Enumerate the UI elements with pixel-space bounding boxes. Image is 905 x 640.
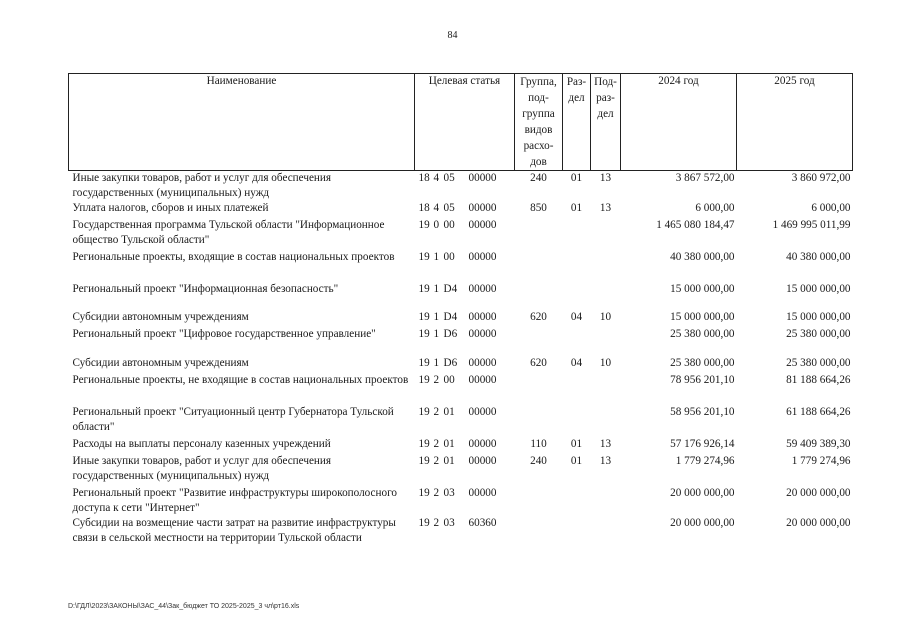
row-section: [563, 327, 591, 356]
row-subsection: [591, 373, 621, 405]
row-section: 01: [570, 455, 583, 467]
table-body: [69, 171, 853, 562]
row-section: 01: [570, 202, 583, 214]
row-amount-2025: 1 469 995 011,99: [772, 219, 851, 231]
table-row: [69, 327, 853, 356]
row-amount-2024: 57 176 926,14: [670, 438, 735, 450]
row-amount-2024: 78 956 201,10: [670, 374, 735, 386]
table-row: [69, 373, 853, 405]
page-number: 84: [447, 30, 458, 41]
table-row: [69, 218, 853, 250]
row-target-article: 19 1 D4 00000: [418, 283, 497, 295]
row-section: 01: [570, 172, 583, 184]
row-amount-2024: 25 380 000,00: [670, 357, 735, 369]
row-amount-2025: 15 000 000,00: [786, 311, 851, 323]
row-name: Региональный проект "Развитие инфраструктуры широкополосного доступа к сети "Интернет": [72, 487, 397, 514]
table-row: [69, 454, 853, 486]
table-row: [69, 171, 853, 202]
row-amount-2025: 20 000 000,00: [786, 487, 851, 499]
row-section: [563, 373, 591, 405]
table-row: [69, 405, 853, 437]
row-amount-2025: 25 380 000,00: [786, 328, 851, 340]
row-amount-2024: 15 000 000,00: [670, 311, 735, 323]
row-group: [515, 405, 563, 437]
table-row: [69, 282, 853, 310]
row-group: [515, 516, 563, 561]
row-subsection: 13: [599, 172, 612, 184]
row-group: 240: [530, 455, 547, 467]
table-row: [69, 356, 853, 373]
row-group: [515, 486, 563, 516]
row-section: [563, 218, 591, 250]
row-amount-2024: 1 779 274,96: [675, 455, 735, 467]
row-amount-2024: 20 000 000,00: [670, 487, 735, 499]
row-name: Расходы на выплаты персоналу казенных учреждений: [72, 438, 331, 450]
row-name: Региональный проект "Информационная безопасность": [72, 283, 339, 295]
table-row: [69, 250, 853, 282]
header-2025: 2025 год: [737, 74, 853, 171]
row-amount-2024: 40 380 000,00: [670, 251, 735, 263]
row-name: Уплата налогов, сборов и иных платежей: [72, 202, 269, 214]
row-amount-2024: 58 956 201,10: [670, 406, 735, 418]
row-name: Иные закупки товаров, работ и услуг для обеспечения государственных (муниципальных) нужд: [72, 455, 332, 482]
row-subsection: [591, 282, 621, 310]
row-section: 04: [570, 311, 583, 323]
row-subsection: 10: [599, 357, 612, 369]
row-subsection: [591, 516, 621, 561]
row-amount-2025: 61 188 664,26: [786, 406, 851, 418]
row-amount-2024: 3 867 572,00: [675, 172, 735, 184]
row-subsection: 13: [599, 455, 612, 467]
row-name: Региональные проекты, не входящие в состав национальных проектов: [72, 374, 409, 386]
row-target-article: 18 4 05 00000: [418, 202, 497, 214]
row-target-article: 19 2 00 00000: [418, 374, 497, 386]
header-2024: 2024 год: [621, 74, 737, 171]
row-amount-2024: 20 000 000,00: [670, 517, 735, 529]
row-target-article: 19 2 03 60360: [418, 517, 497, 529]
header-section: Раз- дел: [563, 74, 591, 171]
row-group: [515, 282, 563, 310]
row-amount-2024: 15 000 000,00: [670, 283, 735, 295]
row-subsection: 10: [599, 311, 612, 323]
row-name: Иные закупки товаров, работ и услуг для обеспечения государственных (муниципальных) нужд: [72, 172, 332, 199]
row-group: 620: [530, 357, 547, 369]
row-name: Региональный проект "Ситуационный центр Губернатора Тульской области": [72, 406, 394, 433]
row-amount-2024: 25 380 000,00: [670, 328, 735, 340]
row-section: [563, 405, 591, 437]
row-group: [515, 327, 563, 356]
row-group: 240: [530, 172, 547, 184]
header-subsection: Под- раз- дел: [591, 74, 621, 171]
row-name: Государственная программа Тульской области "Информационное общество Тульской области": [72, 219, 385, 246]
row-subsection: [591, 218, 621, 250]
row-section: [563, 282, 591, 310]
row-section: 01: [570, 438, 583, 450]
row-amount-2025: 40 380 000,00: [786, 251, 851, 263]
row-target-article: 18 4 05 00000: [418, 172, 497, 184]
row-amount-2024: 1 465 080 184,47: [656, 219, 735, 231]
header-target: Целевая статья: [415, 74, 515, 171]
row-section: 04: [570, 357, 583, 369]
row-group: 110: [530, 438, 547, 450]
row-group: 850: [530, 202, 547, 214]
row-target-article: 19 2 03 00000: [418, 487, 497, 499]
row-amount-2024: 6 000,00: [695, 202, 735, 214]
row-name: Субсидии автономным учреждениям: [72, 311, 249, 323]
table-row: [69, 201, 853, 218]
row-section: [563, 486, 591, 516]
table-row: [69, 310, 853, 327]
row-amount-2025: 15 000 000,00: [786, 283, 851, 295]
row-target-article: 19 1 00 00000: [418, 251, 497, 263]
row-amount-2025: 1 779 274,96: [791, 455, 851, 467]
row-group: [515, 250, 563, 282]
row-subsection: [591, 405, 621, 437]
footer-file-path: D:\ГДЛ\2023\ЗАКОНЫ\ЗАС_44\Зак_бюджет ТО 2025-2025_3 чл\рт16.xls: [68, 603, 300, 610]
row-target-article: 19 2 01 00000: [418, 438, 497, 450]
row-name: Субсидии автономным учреждениям: [72, 357, 249, 369]
row-target-article: 19 1 D4 00000: [418, 311, 497, 323]
header-group: Группа, под- группа видов расхо- дов: [515, 74, 563, 171]
row-amount-2025: 6 000,00: [811, 202, 851, 214]
budget-table: [68, 73, 853, 561]
row-amount-2025: 20 000 000,00: [786, 517, 851, 529]
row-target-article: 19 2 01 00000: [418, 455, 497, 467]
row-target-article: 19 1 D6 00000: [418, 328, 497, 340]
row-name: Региональный проект "Цифровое государственное управление": [72, 328, 376, 340]
row-target-article: 19 0 00 00000: [418, 219, 497, 231]
row-subsection: 13: [599, 202, 612, 214]
row-section: [563, 516, 591, 561]
row-amount-2025: 81 188 664,26: [786, 374, 851, 386]
row-group: [515, 218, 563, 250]
row-subsection: [591, 486, 621, 516]
row-target-article: 19 1 D6 00000: [418, 357, 497, 369]
table-row: [69, 516, 853, 561]
table-header: [69, 74, 853, 171]
table-row: [69, 437, 853, 454]
row-amount-2025: 25 380 000,00: [786, 357, 851, 369]
row-group: 620: [530, 311, 547, 323]
row-subsection: 13: [599, 438, 612, 450]
row-name: Региональные проекты, входящие в состав национальных проектов: [72, 251, 395, 263]
row-target-article: 19 2 01 00000: [418, 406, 497, 418]
header-name: Наименование: [69, 74, 415, 171]
row-name: Субсидии на возмещение части затрат на развитие инфраструктуры связи в сельской местности на территории Тульской области: [72, 517, 396, 544]
row-group: [515, 373, 563, 405]
row-subsection: [591, 327, 621, 356]
table-row: [69, 486, 853, 516]
row-subsection: [591, 250, 621, 282]
row-amount-2025: 59 409 389,30: [786, 438, 851, 450]
row-amount-2025: 3 860 972,00: [791, 172, 851, 184]
budget-table-container: [68, 73, 852, 561]
row-section: [563, 250, 591, 282]
